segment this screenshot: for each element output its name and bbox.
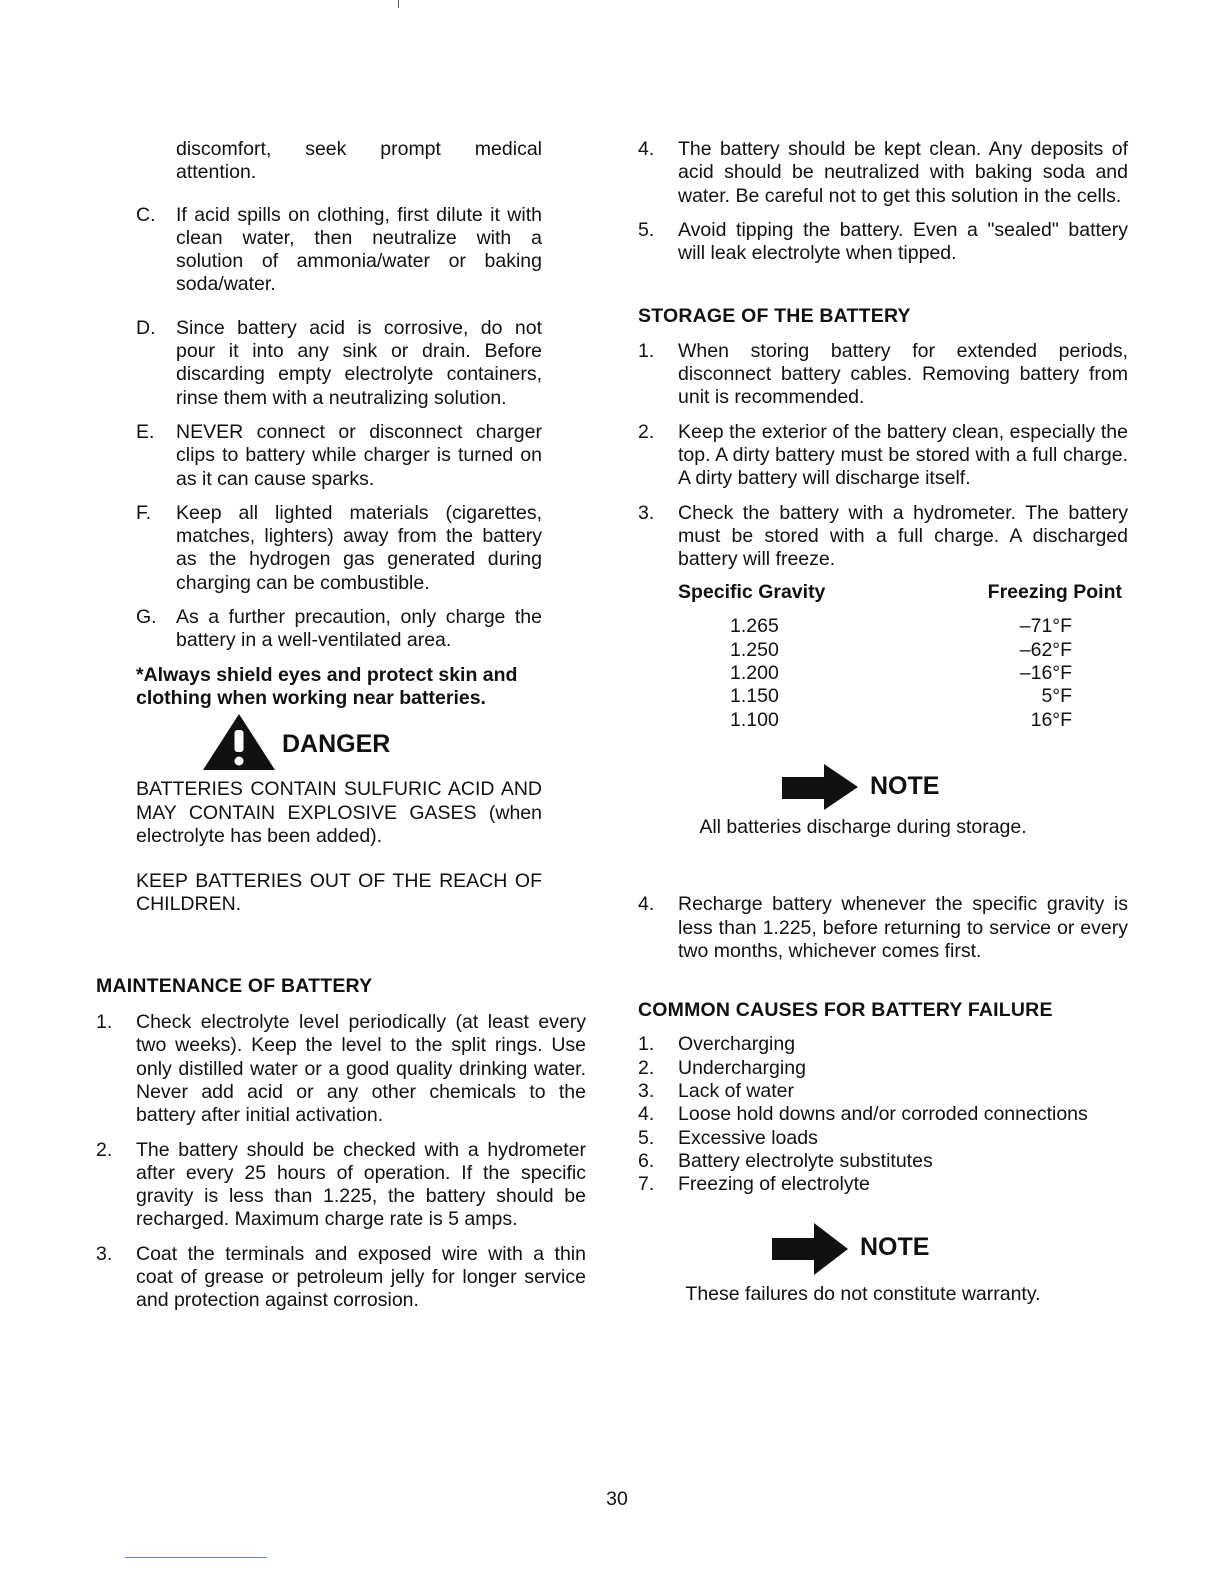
item-text: Loose hold downs and/or corroded connections — [678, 1103, 1088, 1126]
item-text: Check electrolyte level periodically (at least every two weeks). Keep the level to the split rings. Use only distilled water or a good quality drinking water. Never add acid or any other chemicals to the battery after initial activation. — [136, 1011, 586, 1127]
item-text: Since battery acid is corrosive, do not pour it into any sink or drain. Before discarding empty electrolyte containers, rinse them with a neutralizing solution. — [176, 316, 542, 409]
item-text: As a further precaution, only charge the battery in a well-ventilated area. — [176, 606, 542, 652]
specific-gravity-table — [678, 581, 1122, 731]
item-number: 4. — [638, 893, 655, 916]
table-row — [678, 709, 1122, 732]
item-text: Undercharging — [678, 1056, 806, 1079]
cell-freezing-point: –71°F — [1019, 615, 1072, 638]
list-item — [638, 1150, 1128, 1173]
item-text: Lack of water — [678, 1080, 794, 1103]
list-item — [638, 1127, 1128, 1150]
storage-item-4 — [638, 893, 1128, 963]
item-number: 2. — [96, 1138, 113, 1161]
maintenance-item-1 — [96, 1011, 586, 1127]
shield-warning: *Always shield eyes and protect skin and clothing when working near batteries. — [136, 663, 518, 709]
table-header-row — [678, 581, 1122, 615]
item-letter: F. — [136, 501, 152, 524]
item-letter: C. — [136, 203, 156, 226]
item-text: Freezing of electrolyte — [678, 1173, 870, 1196]
item-number: 5. — [638, 1126, 655, 1149]
column-header-freezing-point: Freezing Point — [987, 581, 1122, 604]
warning-triangle-icon — [201, 712, 277, 772]
item-letter: G. — [136, 606, 157, 629]
page-top-mark — [398, 0, 399, 8]
causes-list — [638, 1033, 1128, 1196]
list-item — [638, 1103, 1128, 1126]
item-number: 4. — [638, 1103, 655, 1126]
item-number: 3. — [96, 1242, 113, 1265]
item-text: Keep the exterior of the battery clean, especially the top. A dirty battery must be stored with a full charge. A dirty battery will discharge itself. — [678, 420, 1128, 490]
item-number: 7. — [638, 1173, 655, 1196]
column-header-specific-gravity: Specific Gravity — [678, 581, 826, 604]
note-header-1 — [638, 764, 1128, 810]
cell-specific-gravity: 1.200 — [730, 662, 779, 685]
item-number: 5. — [638, 218, 655, 241]
causes-heading: COMMON CAUSES FOR BATTERY FAILURE — [638, 999, 1053, 1022]
list-item-e — [96, 421, 586, 491]
page-number: 30 — [606, 1488, 628, 1510]
storage-item-3 — [638, 502, 1128, 572]
list-item-f — [96, 502, 586, 595]
list-item-4 — [638, 138, 1128, 208]
item-number: 1. — [638, 339, 655, 362]
item-text: Check the battery with a hydrometer. The battery must be stored with a full charge. A discharged battery will freeze. — [678, 501, 1128, 571]
arrow-right-icon — [782, 764, 858, 810]
item-number: 3. — [638, 501, 655, 524]
note-label: NOTE — [860, 1232, 930, 1261]
item-text: Battery electrolyte substitutes — [678, 1149, 933, 1172]
table-row — [678, 685, 1122, 708]
cell-specific-gravity: 1.100 — [730, 708, 779, 731]
list-item — [638, 1080, 1128, 1103]
cell-specific-gravity: 1.150 — [730, 685, 779, 708]
item-number: 1. — [638, 1033, 655, 1056]
storage-heading: STORAGE OF THE BATTERY — [638, 305, 911, 328]
item-text: The battery should be checked with a hydrometer after every 25 hours of operation. If the specific gravity is less than 1.225, the battery should be recharged. Maximum charge rate is 5 amps. — [136, 1138, 586, 1231]
note-header-2 — [638, 1223, 1128, 1269]
cell-specific-gravity: 1.250 — [730, 638, 779, 661]
danger-header — [96, 712, 586, 774]
item-number: 1. — [96, 1011, 113, 1034]
table-row — [678, 662, 1122, 685]
danger-text-2: KEEP BATTERIES OUT OF THE REACH OF CHILDREN. — [136, 870, 542, 916]
left-column — [96, 138, 586, 1313]
bottom-rule — [125, 1557, 267, 1558]
list-item-c — [96, 204, 586, 297]
item-text: When storing battery for extended periods, disconnect battery cables. Removing battery from unit is recommended. — [678, 339, 1128, 409]
list-item-g — [96, 606, 586, 653]
arrow-right-icon — [772, 1223, 848, 1275]
table-row — [678, 639, 1122, 662]
item-text: Keep all lighted materials (cigarettes, matches, lighters) away from the battery as the hydrogen gas generated during charging can be combustible. — [176, 501, 542, 594]
list-item — [638, 1033, 1128, 1056]
list-item — [638, 1173, 1128, 1196]
maintenance-item-3 — [96, 1243, 586, 1313]
item-text: The battery should be kept clean. Any deposits of acid should be neutralized with baking soda and water. Be careful not to get this solution in the cells. — [678, 138, 1128, 207]
list-item-5 — [638, 219, 1128, 266]
item-number: 6. — [638, 1149, 655, 1172]
right-column — [638, 138, 1128, 1306]
item-text: Recharge battery whenever the specific gravity is less than 1.225, before returning to service or every two months, whichever comes first. — [678, 893, 1128, 962]
item-text: Overcharging — [678, 1033, 796, 1056]
danger-label: DANGER — [282, 730, 391, 759]
table-row — [678, 615, 1122, 638]
note-text-1: All batteries discharge during storage. — [699, 815, 1027, 838]
item-text: Excessive loads — [678, 1126, 818, 1149]
danger-text-1: BATTERIES CONTAIN SULFURIC ACID AND MAY CONTAIN EXPLOSIVE GASES (when electrolyte has been added). — [136, 778, 542, 847]
cell-freezing-point: 5°F — [1041, 685, 1072, 708]
item-text: NEVER connect or disconnect charger clips to battery while charger is turned on as it can cause sparks. — [176, 420, 542, 490]
maintenance-heading: MAINTENANCE OF BATTERY — [96, 974, 373, 997]
list-item — [638, 1057, 1128, 1080]
item-letter: E. — [136, 420, 155, 443]
cell-freezing-point: 16°F — [1030, 708, 1072, 731]
item-text: Coat the terminals and exposed wire with a thin coat of grease or petroleum jelly for longer service and protection against corrosion. — [136, 1242, 586, 1312]
cell-specific-gravity: 1.265 — [730, 615, 779, 638]
storage-item-2 — [638, 421, 1128, 491]
note-text-2: These failures do not constitute warranty. — [685, 1282, 1041, 1305]
item-number: 4. — [638, 138, 655, 160]
item-number: 2. — [638, 420, 655, 443]
intro-continuation: discomfort, seek prompt medical attention. — [176, 138, 542, 184]
storage-item-1 — [638, 340, 1128, 410]
item-text: If acid spills on clothing, first dilute it with clean water, then neutralize with a solution of ammonia/water or baking soda/water. — [176, 203, 542, 296]
item-number: 2. — [638, 1056, 655, 1079]
cell-freezing-point: –62°F — [1019, 638, 1072, 661]
cell-freezing-point: –16°F — [1019, 662, 1072, 685]
maintenance-item-2 — [96, 1139, 586, 1232]
item-letter: D. — [136, 316, 156, 339]
item-text: Avoid tipping the battery. Even a "sealed" battery will leak electrolyte when tipped. — [678, 218, 1128, 265]
item-number: 3. — [638, 1080, 655, 1103]
list-item-d — [96, 317, 586, 410]
note-label: NOTE — [870, 771, 940, 800]
